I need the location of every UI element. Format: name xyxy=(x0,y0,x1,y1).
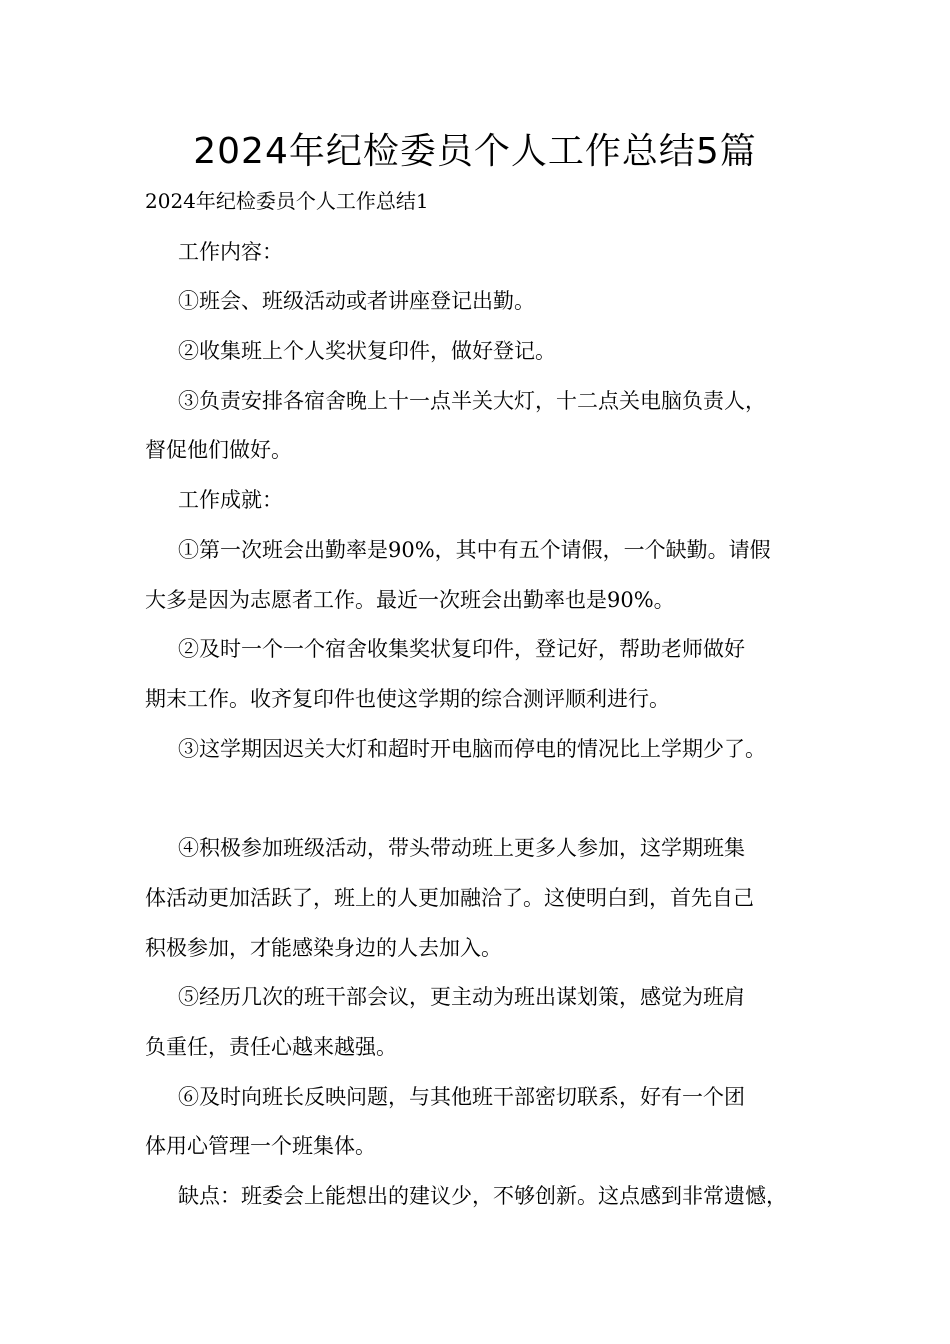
paragraph-achievement-6-cont: 体用心管理一个班集体。 xyxy=(145,1134,376,1158)
paragraph-achievement-1-cont: 大多是因为志愿者工作。最近一次班会出勤率也是90%。 xyxy=(145,588,675,612)
paragraph-achievement-5-cont: 负重任，责任心越来越强。 xyxy=(145,1035,397,1059)
paragraph-work-content-heading: 工作内容： xyxy=(178,240,283,264)
section-heading: 2024年纪检委员个人工作总结1 xyxy=(145,189,429,213)
paragraph-content-item-3: ③负责安排各宿舍晚上十一点半关大灯，十二点关电脑负责人， xyxy=(178,389,766,413)
paragraph-shortcomings: 缺点：班委会上能想出的建议少，不够创新。这点感到非常遗憾， xyxy=(178,1184,787,1208)
paragraph-achievement-1: ①第一次班会出勤率是90%，其中有五个请假，一个缺勤。请假 xyxy=(178,538,771,562)
paragraph-content-item-1: ①班会、班级活动或者讲座登记出勤。 xyxy=(178,289,535,313)
paragraph-achievement-3: ③这学期因迟关大灯和超时开电脑而停电的情况比上学期少了。 xyxy=(178,737,766,761)
paragraph-achievements-heading: 工作成就： xyxy=(178,488,283,512)
paragraph-achievement-5: ⑤经历几次的班干部会议，更主动为班出谋划策，感觉为班肩 xyxy=(178,985,745,1009)
paragraph-achievement-6: ⑥及时向班长反映问题，与其他班干部密切联系，好有一个团 xyxy=(178,1085,745,1109)
paragraph-achievement-2: ②及时一个一个宿舍收集奖状复印件，登记好，帮助老师做好 xyxy=(178,637,745,661)
paragraph-achievement-2-cont: 期末工作。收齐复印件也使这学期的综合测评顺利进行。 xyxy=(145,687,670,711)
paragraph-content-item-2: ②收集班上个人奖状复印件，做好登记。 xyxy=(178,339,556,363)
paragraph-achievement-4-cont2: 积极参加，才能感染身边的人去加入。 xyxy=(145,936,502,960)
paragraph-achievement-4: ④积极参加班级活动，带头带动班上更多人参加，这学期班集 xyxy=(178,836,745,860)
paragraph-achievement-4-cont: 体活动更加活跃了，班上的人更加融洽了。这使明白到，首先自己 xyxy=(145,886,754,910)
paragraph-content-item-3-cont: 督促他们做好。 xyxy=(145,438,292,462)
document-title: 2024年纪检委员个人工作总结5篇 xyxy=(193,131,757,172)
